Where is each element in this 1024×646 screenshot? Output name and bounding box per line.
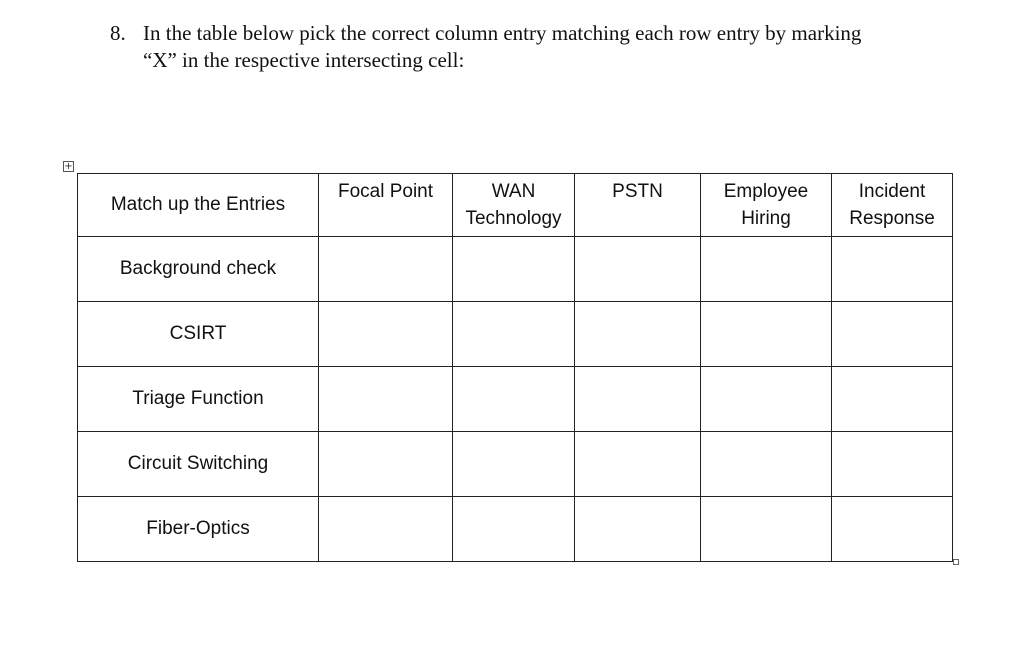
answer-cell[interactable] — [832, 237, 953, 302]
row-header-circuit-switching: Circuit Switching — [78, 432, 319, 497]
column-header-employee-hiring — [701, 174, 832, 237]
answer-cell[interactable] — [832, 497, 953, 562]
answer-cell[interactable] — [453, 237, 575, 302]
column-header-line2: Technology — [465, 208, 562, 229]
answer-cell[interactable] — [453, 367, 575, 432]
table-resize-icon[interactable] — [953, 559, 959, 565]
column-header-line1: Incident — [858, 181, 926, 202]
answer-cell[interactable] — [701, 497, 832, 562]
question-text-line1: In the table below pick the correct column entry matching each row entry by marking — [143, 21, 862, 45]
question — [110, 20, 910, 74]
answer-cell[interactable] — [832, 302, 953, 367]
table-row — [78, 302, 953, 367]
answer-cell[interactable] — [319, 367, 453, 432]
column-header-pstn — [575, 174, 701, 237]
answer-cell[interactable] — [701, 237, 832, 302]
column-header-focal-point — [319, 174, 453, 237]
answer-cell[interactable] — [453, 302, 575, 367]
row-header-fiber-optics: Fiber-Optics — [78, 497, 319, 562]
question-text-line2: “X” in the respective intersecting cell: — [143, 48, 465, 72]
table-row — [78, 432, 953, 497]
table-row — [78, 367, 953, 432]
column-header-line2: Response — [849, 208, 935, 229]
column-header-line1: WAN — [491, 181, 536, 202]
answer-cell[interactable] — [575, 302, 701, 367]
answer-cell[interactable] — [319, 302, 453, 367]
column-header-line1: PSTN — [612, 181, 663, 202]
question-number: 8. — [110, 21, 126, 45]
column-header-incident-response — [832, 174, 953, 237]
answer-cell[interactable] — [453, 497, 575, 562]
row-header-background-check: Background check — [78, 237, 319, 302]
table-row — [78, 497, 953, 562]
table-header-row — [78, 174, 953, 237]
answer-cell[interactable] — [832, 432, 953, 497]
column-header-line1: Focal Point — [337, 181, 434, 202]
table-move-icon[interactable]: + — [64, 161, 73, 172]
answer-cell[interactable] — [575, 367, 701, 432]
answer-cell[interactable] — [701, 432, 832, 497]
answer-cell[interactable] — [575, 497, 701, 562]
column-header-line2: Hiring — [741, 208, 791, 229]
answer-cell[interactable] — [319, 237, 453, 302]
answer-cell[interactable] — [453, 432, 575, 497]
answer-cell[interactable] — [319, 432, 453, 497]
answer-cell[interactable] — [575, 432, 701, 497]
answer-cell[interactable] — [701, 367, 832, 432]
answer-cell[interactable] — [701, 302, 832, 367]
column-header-wan-technology — [453, 174, 575, 237]
column-header-line1: Employee — [723, 181, 809, 202]
answer-cell[interactable] — [319, 497, 453, 562]
answer-cell[interactable] — [575, 237, 701, 302]
row-header-csirt: CSIRT — [78, 302, 319, 367]
answer-cell[interactable] — [832, 367, 953, 432]
matching-table — [77, 173, 953, 562]
table-row — [78, 237, 953, 302]
row-header-triage-function: Triage Function — [78, 367, 319, 432]
corner-header: Match up the Entries — [78, 174, 319, 237]
